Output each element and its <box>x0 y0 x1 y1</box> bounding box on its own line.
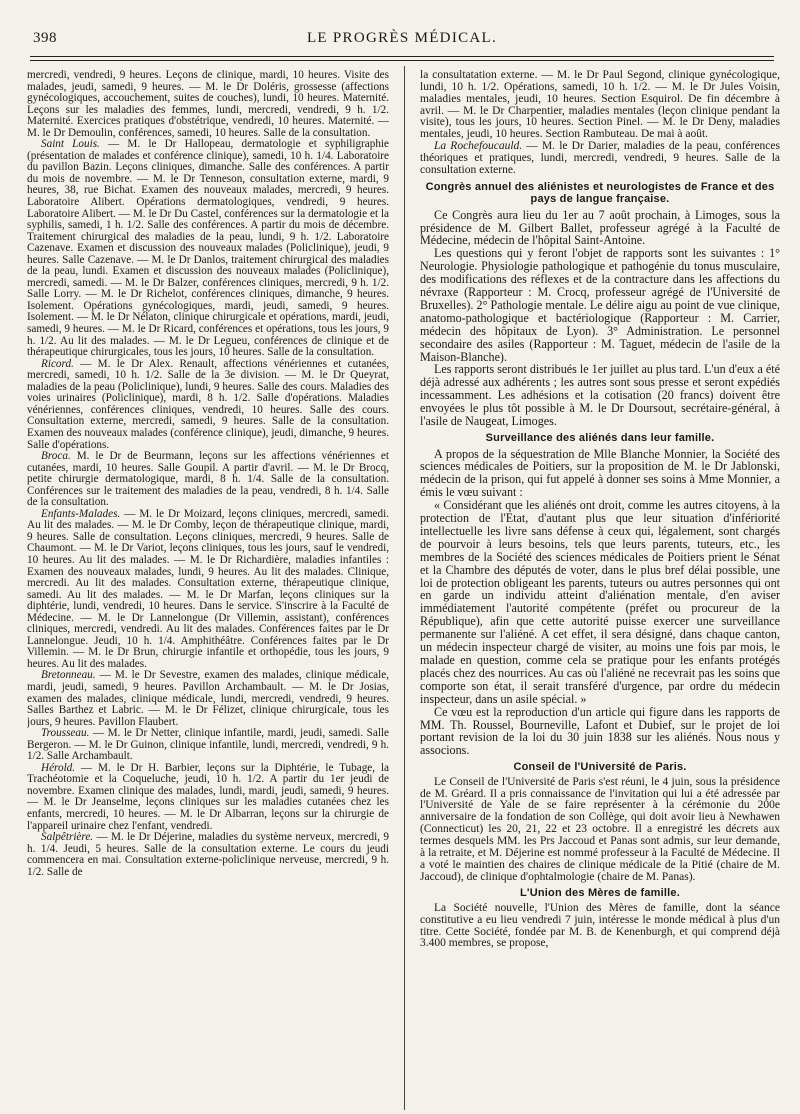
conseil-paragraph: Le Conseil de l'Université de Paris s'est réuni, le 4 juin, sous la présidence de M. Gréard. Il a pris connaissance de l'invitation qui lui a été adressée par l'Université de Yale de se faire représenter à la cérémonie du 200e anniversaire de la fondation de son Collège, qui doit avoir lieu à Newhawen (Connecticut) les 20, 21, 22 et 23 octobre. Il a enregistré les décrets aux termes desquels MM. les Prs Jaccoud et Panas sont admis, sur leur demande, à la retraite, et M. Déjerine est nommé professeur à la Faculté de Médecine. Il a voté le maintien des chaires de clinique médicale de la Pitié (chaire de M. Jaccoud), de clinique d'ophtalmologie (chaire de M. Panas). <box>420 775 780 883</box>
hospital-entry-3 <box>27 451 389 509</box>
hospital-entry-0 <box>27 70 389 139</box>
hospital-text: — M. le Dr Déjerine, maladies du système nerveux, mercredi, 9 h. 1/4. Jeudi, 5 heures. Salle de la consultation externe. Le cours du jeudi commencera en mai. Consultation externe-policlinique nerveuse, mercredi, 9 h. 1/2. Salle de <box>27 831 389 878</box>
surveillance-paragraph: Ce vœu est la reproduction d'un article qui figure dans les rapports de MM. Th. Roussel, Bourneville, Lafont et Dubief, sur le projet de loi portant revision de la loi du 30 juin 1838 sur les aliénés. Nous nous y associons. <box>420 704 780 758</box>
congres-paragraph: Les questions qui y feront l'objet de rapports sont les suivantes : 1° Neurologie. Physiologie pathologique et pathogénie du tonus musculaire, des modifications des réflexes et de la contracture dans les affections du névraxe (Rapporteur : M. Crocq, professeur agrégé de l'Université de Bruxelles). 2° Pathologie mentale. Le délire aigu au point de vue clinique, anatomo-pathologique et bactériologique (Rapporteur : M. Carrier, médecin des hôpitaux de Lyon). 3° Administration. Le personnel secondaire des asiles (Rapporteur : M. Taguet, médecin de l'asile de la Maison-Blanche). <box>420 246 780 364</box>
hospital-text: mercredi, vendredi, 9 heures. Leçons de clinique, mardi, 10 heures. Visite des malades, jeudi, samedi, 9 heures. — M. le Dr Doléris, grossesse (affections gynécologiques, accouchement, suites de couches), lundi, 10 heures. Maternité. Leçons sur les maladies des femmes, lundi, mercredi, vendredi, 9 h. 1/2. Maternité. Exercices pratiques d'obstétrique, vendredi, 10 heures. Maternité. — M. le Dr Demoulin, conférences, samedi, 10 heures. Salle de la consultation. <box>27 70 389 139</box>
left-column <box>27 70 389 1106</box>
hospital-name: La Rochefoucauld. <box>434 140 523 153</box>
surveillance-paragraph: A propos de la séquestration de Mlle Blanche Monnier, la Société des sciences médicales de Poitiers, sur la proposition de M. le Dr Jablonski, médecin de la prison, qui fut appelé à donner ses soins à Mme Monnier, a émis le vœu suivant : <box>420 446 780 500</box>
hospital-entry-8 <box>27 832 389 878</box>
page-number: 398 <box>33 30 57 46</box>
rochefoucauld-paragraph <box>420 141 780 177</box>
hospital-entry-5 <box>27 670 389 728</box>
header-rule-thin <box>30 60 774 61</box>
hospital-text: M. le Dr de Beurmann, leçons sur les affections vénériennes et cutanées, mardi, 10 heures. Salle Goupil. A partir d'avril. — M. le Dr Brocq, petite chirurgie dermatologique, mardi, 8 h. 1/4. Salle de la consultation. Conférences sur le traitement des maladies de la peau, vendredi, 8 h. 1/4. Salle de la consultation. <box>27 450 389 509</box>
column-divider <box>404 66 405 1110</box>
hospital-name: Hérold. <box>41 761 76 774</box>
hospital-entry-2 <box>27 359 389 451</box>
hospital-entry-6 <box>27 728 389 763</box>
hospital-name: Broca. <box>41 450 71 463</box>
hospital-text: — M. le Dr H. Barbier, leçons sur la Diphtérie, le Tubage, la Trachéotomie et la Coqueluche, jeudi, 10 h. 1/2. A partir du 1er jeudi de novembre. Examen clinique des malades, lundi, mardi, jeudi, samedi, 9 heures. — M. le Dr Jeanselme, leçons cliniques sur les maladies cutanées chez les enfants, mercredi, 10 heures. — M. le Dr Albarran, leçons sur la chirurgie de l'appareil urinaire chez l'enfant, vendredi. <box>27 761 389 832</box>
hospital-text: — M. le Dr Alex. Renault, affections vénériennes et cutanées, mercredi, samedi, 10 h. 1/2. Salle de la 3e division. — M. le Dr Queyrat, maladies de la peau (Policlinique), lundi, 9 heures. Salle des cours. Maladies des voies urinaires (Policlinique), mardi, 8 h. 1/2. Salle d'opérations. Maladies vénériennes, conférences cliniques, vendredi, 10 heures. Salle des cours. Consultation externe, mercredi, samedi, 9 heures. Salle de la consultation. Examen des nouveaux malades (conférence clinique), jeudi, dimanche, 9 heures. Salle d'opérations. <box>27 357 389 451</box>
surveillance-heading: Surveillance des aliénés dans leur famille. <box>485 432 715 444</box>
continuation-paragraph: la consultatation externe. — M. le Dr Paul Segond, clinique gynécologique, lundi, 10 h. 1/2. Opérations, samedi, 10 h. 1/2. — M. le Dr Jules Voisin, maladies mentales, jeudi, 10 heures. Section Esquirol. De fin décembre à avril. — M. le Dr Charpentier, maladies mentales (leçon clinique pendant la visite), tous les jours, 10 heures. Section Pinel. — M. le Dr Deny, maladies mentales, jeudi, 10 heures. Section Rambuteau. De mai à août. <box>420 70 780 141</box>
congres-heading: Congrès annuel des aliénistes et neurologistes de France et des pays de langue française. <box>425 180 775 206</box>
union-paragraph: La Société nouvelle, l'Union des Mères de famille, dont la séance constitutive a eu lieu vendredi 7 juin, intéresse le monde médical à plus d'un titre. Cette Société, fondée par M. B. de Kenenburgh, et qui comprend déjà 3.400 membres, se propose, <box>420 901 780 950</box>
union-heading: L'Union des Mères de famille. <box>519 887 680 900</box>
congres-paragraph: Ce Congrès aura lieu du 1er au 7 août prochain, à Limoges, sous la présidence de M. Gilbert Ballet, professeur agrégé à la Faculté de Médecine, médecin de l'hôpital Saint-Antoine. <box>420 207 780 248</box>
hospital-entry-7 <box>27 763 389 832</box>
hospital-text: — M. le Dr Darier, maladies de la peau, conférences théoriques et pratiques, lundi, mercredi, vendredi, 9 heures. Salle de la consultation externe. <box>420 140 780 176</box>
hospital-text: — M. le Dr Netter, clinique infantile, mardi, jeudi, samedi. Salle Bergeron. — M. le Dr Guinon, clinique infantile, lundi, mercredi, vendredi, 9 h. 1/2. Salle Archambault. <box>27 727 389 763</box>
hospital-name: Trousseau. <box>41 727 90 740</box>
conseil-heading: Conseil de l'Université de Paris. <box>513 761 687 774</box>
hospital-name: Salpêtrière. <box>41 831 94 844</box>
hospital-entry-4 <box>27 509 389 671</box>
hospital-text: — M. le Dr Sevestre, examen des malades, clinique médicale, mardi, jeudi, samedi, 9 heures. Pavillon Archambault. — M. le Dr Josias, examen des malades, clinique médicale, lundi, mercredi, vendredi, 9 heures. Salles Barthez et Labric. — M. le Dr Félizet, clinique chirurgicale, tous les jours, 9 heures. Pavillon Flaubert. <box>27 669 389 728</box>
hospital-entry-1 <box>27 139 389 358</box>
page-header <box>30 30 774 54</box>
header-rule <box>30 56 774 57</box>
hospital-name: Saint Louis. <box>41 138 100 151</box>
right-column <box>420 70 780 1106</box>
journal-title: LE PROGRÈS MÉDICAL. <box>306 30 498 46</box>
surveillance-paragraph: « Considérant que les aliénés ont droit, comme les autres citoyens, à la protection de l'Etat, d'autant plus que leur situation d'infériorité intellectuelle les livre sans défense à ceux qui, légalement, sont chargés de pourvoir à leurs besoins, tels que leurs parents, tuteurs, etc., les membres de la Société des sciences médicales de Poitiers prient le Sénat et la Chambre des députés de voter, dans le plus bref délai possible, une loi de protection obligeant les parents, tuteurs ou autres personnes qui ont en garde un individu atteint d'aliénation mentale, d'en aviser immédiatement l'autorité compétente (préfet ou procureur de la République), afin que cette autorité puisse exercer une surveillance permanente sur l'aliéné. A cet effet, il sera désigné, dans chaque canton, un médecin inspecteur chargé de visiter, au moins une fois par mois, le malade en question, comme cela se pratique pour les enfants protégés placés chez des nourrices. Au cas où l'aliéné ne recevrait pas les soins que comporte son état, il serait transféré d'urgence, par ordre du médecin inspecteur, dans un asile spécial. » <box>420 498 780 706</box>
hospital-name: Ricord. <box>41 357 74 370</box>
hospital-text: — M. le Dr Hallopeau, dermatologie et syphiligraphie (présentation de malades et conférence clinique), samedi, 10 h. 1/4. Laboratoire du pavillon Bazin. Leçons cliniques, dimanche. Salle des conférences. A partir du mois de novembre. — M. le Dr Tenneson, consultation externe, mardi, 9 heures, 38, rue Bichat. Examen des nouveaux malades, mercredi, 9 heures. Laboratoire Alibert. Opérations dermatologiques, vendredi, 9 heures. Laboratoire Alibert. — M. le Dr Du Castel, conférences sur la dermatologie et la syphilis, samedi, 1 h. 1/2. Salle des conférences. A partir du mois de décembre. Traitement chirurgical des maladies de la peau, lundi, 9 h. 1/2. Laboratoire Cazenave. Examen et discussion des nouveaux malades (Policlinique), jeudi, 9 heures. Salle Cazenave. — M. le Dr Danlos, traitement chirurgical des maladies de la peau, lundi. Examen et discussion des nouveaux malades (Policlinique), mercredi, samedi. — M. le Dr Balzer, conférences cliniques, mercredi, 9 h. 1/2. Salle Lorry. — M. le Dr Richelot, conférences cliniques, dimanche, 9 heures. Isolement. Opérations gynécologiques, mardi, jeudi, samedi, 9 heures. Isolement. — M. le Dr Nélaton, clinique chirurgicale et opérations, mardi, jeudi, samedi, 9 heures. — M. le Dr Ricard, conférences et opérations, tous les jours, 9 h. 1/2. Au lit des malades. — M. le Dr Legueu, conférences de clinique et de thérapeutique chirurgicales, tous les jours, 10 heures. Salle de la consultation. <box>27 138 389 359</box>
hospital-name: Enfants-Malades. <box>41 507 121 520</box>
hospital-name: Bretonneau. <box>41 669 96 682</box>
hospital-text: — M. le Dr Moizard, leçons cliniques, mercredi, samedi. Au lit des malades. — M. le Dr Comby, leçon de thérapeutique clinique, mardi, 9 heures. Salle de consultation. Leçons cliniques, mercredi, 9 heures. Salle de Chaumont. — M. le Dr Variot, leçons cliniques, tous les jours, sauf le vendredi, 10 heures. Au lit des malades. — M. le Dr Richardière, maladies infantiles : Examen des nouveaux malades, lundi, 9 heures. Au lit des malades. Clinique, mercredi. Au lit des malades. Consultation externe, thérapeutique clinique, samedi. Au lit des malades. — M. le Dr Marfan, leçons cliniques sur la diphtérie, lundi, vendredi, 10 heures. Dans le service. S'inscrire à la Faculté de Médecine. — M. le Dr Lannelongue (Dr Villemin, assistant), conférences cliniques, mercredi, vendredi. Au lit des malades. Conférences faites par le Dr Lannelongue. Jeudi, 10 h. 1/4. Amphithéâtre. Conférences faites par le Dr Villemin. — M. le Dr Brun, chirurgie infantile et orthopédie, tous les jours, 9 heures. Au lit des malades. <box>27 507 389 670</box>
congres-paragraph: Les rapports seront distribués le 1er juillet au plus tard. L'un d'eux a été déjà adressé aux adhérents ; les autres sont sous presse et seront expédiés incessamment. Les adhésions et la cotisation (20 francs) doivent être envoyées le plus tôt possible à M. le Dr Doursout, secrétaire-général, à l'asile de Naugeat, Limoges. <box>420 362 780 429</box>
